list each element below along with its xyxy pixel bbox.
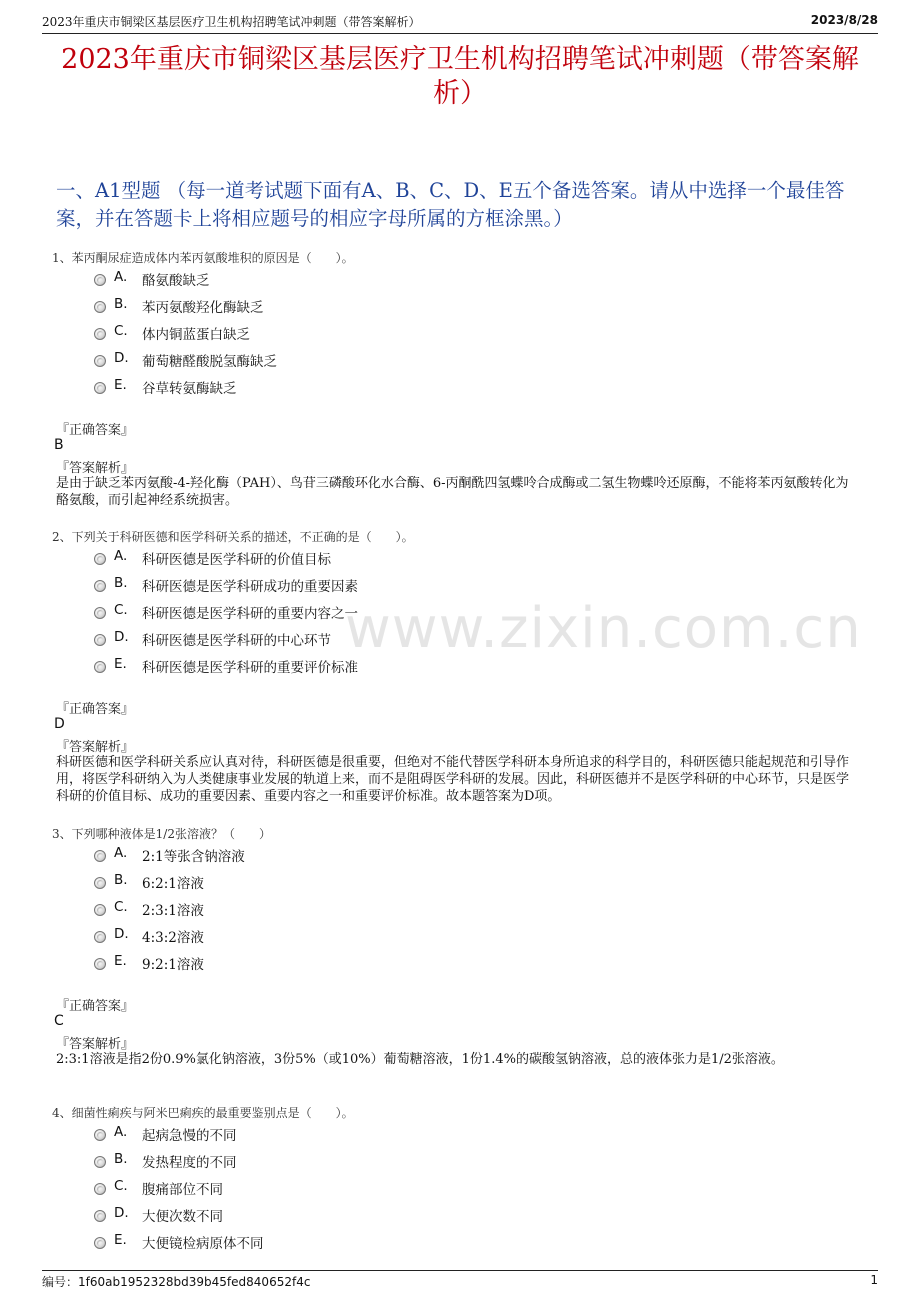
correct-answer: B — [54, 437, 64, 453]
correct-answer-label: 『正确答案』 — [56, 999, 135, 1014]
option-text: 2:3:1溶液 — [142, 903, 204, 919]
option-letter: C. — [114, 602, 128, 618]
option-text: 科研医德是医学科研的重要评价标准 — [142, 660, 358, 676]
option-text: 起病急慢的不同 — [142, 1128, 237, 1144]
option-text: 4:3:2溶液 — [142, 930, 204, 946]
document-code: 编号：1f60ab1952328bd39b45fed840652f4c — [42, 1275, 311, 1289]
option-text: 6:2:1溶液 — [142, 876, 204, 892]
correct-answer-label: 『正确答案』 — [56, 702, 135, 717]
radio-icon[interactable] — [94, 1210, 106, 1222]
option-letter: E. — [114, 953, 127, 969]
radio-icon[interactable] — [94, 1183, 106, 1195]
analysis-label: 『答案解析』 — [56, 461, 135, 476]
option-letter: E. — [114, 656, 127, 672]
section-heading: 一、A1型题 （每一道考试题下面有A、B、C、D、E五个备选答案。请从中选择一个最佳答案，并在答题卡上将相应题号的相应字母所属的方框涂黑。） — [56, 179, 845, 230]
option-text: 葡萄糖醛酸脱氢酶缺乏 — [142, 354, 277, 370]
question-stem: 4、细菌性痢疾与阿米巴痢疾的最重要鉴别点是（ ）。 — [52, 1106, 354, 1120]
radio-icon[interactable] — [94, 850, 106, 862]
option-letter: A. — [114, 1124, 128, 1140]
question-stem: 1、苯丙酮尿症造成体内苯丙氨酸堆积的原因是（ ）。 — [52, 251, 354, 265]
option-text: 科研医德是医学科研的价值目标 — [142, 552, 331, 568]
option-letter: C. — [114, 1178, 128, 1194]
radio-icon[interactable] — [94, 931, 106, 943]
page-header — [42, 13, 878, 34]
radio-icon[interactable] — [94, 634, 106, 646]
header-date: 2023/8/28 — [810, 13, 878, 27]
analysis-text: 科研医德和医学科研关系应认真对待，科研医德是很重要，但绝对不能代替医学科研本身所追求的科学目的，科研医德只能起规范和引导作用，将医学科研纳入为人类健康事业发展的轨道上来，而不是阻碍医学科研的发展。因此，科研医德并不是医学科研的中心环节，只是医学科研的价值目标、成功的重要因素、重要内容之一和重要评价标准。故本题答案为D项。 — [56, 755, 850, 804]
option-letter: C. — [114, 323, 128, 339]
radio-icon[interactable] — [94, 553, 106, 565]
option-letter: D. — [114, 629, 129, 645]
option-text: 2:1等张含钠溶液 — [142, 849, 245, 865]
option-letter: C. — [114, 899, 128, 915]
option-text: 酪氨酸缺乏 — [142, 273, 210, 289]
correct-answer: D — [54, 716, 65, 732]
analysis-label: 『答案解析』 — [56, 740, 135, 755]
radio-icon[interactable] — [94, 661, 106, 673]
radio-icon[interactable] — [94, 382, 106, 394]
option-letter: E. — [114, 377, 127, 393]
option-text: 体内铜蓝蛋白缺乏 — [142, 327, 250, 343]
radio-icon[interactable] — [94, 904, 106, 916]
option-text: 科研医德是医学科研的中心环节 — [142, 633, 331, 649]
option-text: 科研医德是医学科研成功的重要因素 — [142, 579, 358, 595]
option-text: 腹痛部位不同 — [142, 1182, 223, 1198]
radio-icon[interactable] — [94, 1129, 106, 1141]
radio-icon[interactable] — [94, 580, 106, 592]
option-text: 大便镜检病原体不同 — [142, 1236, 264, 1252]
option-letter: B. — [114, 296, 128, 312]
analysis-text: 是由于缺乏苯丙氨酸-4-羟化酶（PAH）、鸟苷三磷酸环化水合酶、6-丙酮酰四氢蝶呤合成酶或二氢生物蝶呤还原酶，不能将苯丙氨酸转化为酪氨酸，而引起神经系统损害。 — [56, 476, 849, 508]
radio-icon[interactable] — [94, 274, 106, 286]
question-stem: 3、下列哪种液体是1/2张溶液？（ ） — [52, 827, 271, 841]
option-text: 发热程度的不同 — [142, 1155, 237, 1171]
radio-icon[interactable] — [94, 301, 106, 313]
option-letter: A. — [114, 845, 128, 861]
option-letter: B. — [114, 1151, 128, 1167]
option-letter: B. — [114, 872, 128, 888]
radio-icon[interactable] — [94, 877, 106, 889]
option-letter: A. — [114, 269, 128, 285]
page-number: 1 — [870, 1273, 878, 1287]
correct-answer-label: 『正确答案』 — [56, 423, 135, 438]
option-text: 科研医德是医学科研的重要内容之一 — [142, 606, 358, 622]
page-footer — [42, 1270, 878, 1290]
option-letter: D. — [114, 1205, 129, 1221]
option-letter: B. — [114, 575, 128, 591]
radio-icon[interactable] — [94, 1237, 106, 1249]
analysis-label: 『答案解析』 — [56, 1037, 135, 1052]
option-letter: A. — [114, 548, 128, 564]
watermark: www.zixin.com.cn — [345, 596, 862, 661]
question-stem: 2、下列关于科研医德和医学科研关系的描述，不正确的是（ ）。 — [52, 530, 414, 544]
option-letter: D. — [114, 350, 129, 366]
header-doc-name: 2023年重庆市铜梁区基层医疗卫生机构招聘笔试冲刺题（带答案解析） — [42, 15, 421, 29]
radio-icon[interactable] — [94, 607, 106, 619]
option-text: 大便次数不同 — [142, 1209, 223, 1225]
radio-icon[interactable] — [94, 958, 106, 970]
option-letter: D. — [114, 926, 129, 942]
radio-icon[interactable] — [94, 355, 106, 367]
correct-answer: C — [54, 1013, 64, 1029]
radio-icon[interactable] — [94, 1156, 106, 1168]
option-letter: E. — [114, 1232, 127, 1248]
option-text: 苯丙氨酸羟化酶缺乏 — [142, 300, 264, 316]
document-title: 2023年重庆市铜梁区基层医疗卫生机构招聘笔试冲刺题（带答案解析） — [61, 44, 859, 109]
option-text: 9:2:1溶液 — [142, 957, 204, 973]
radio-icon[interactable] — [94, 328, 106, 340]
analysis-text: 2:3:1溶液是指2份0.9%氯化钠溶液，3份5%（或10%）葡萄糖溶液，1份1.4%的碳酸氢钠溶液，总的液体张力是1/2张溶液。 — [56, 1052, 784, 1067]
option-text: 谷草转氨酶缺乏 — [142, 381, 237, 397]
